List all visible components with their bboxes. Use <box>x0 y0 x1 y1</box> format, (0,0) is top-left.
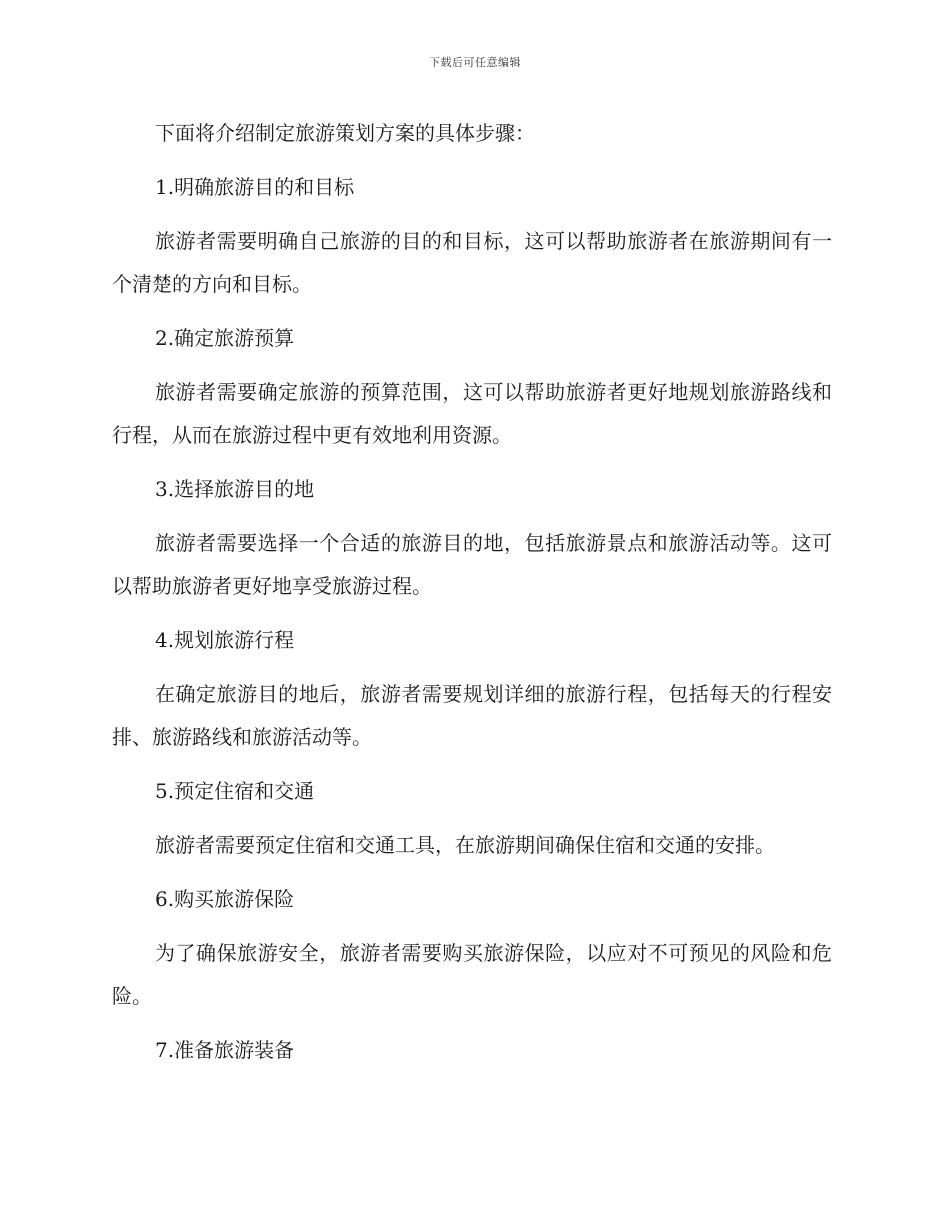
step-heading-4: 4.规划旅游行程 <box>155 628 295 652</box>
step-body-4: 在确定旅游目的地后，旅游者需要规划详细的旅游行程，包括每天的行程安排、旅游路线和旅游活动等。 <box>112 682 832 749</box>
step-body-5: 旅游者需要预定住宿和交通工具，在旅游期间确保住宿和交通的安排。 <box>155 833 775 857</box>
step-body-2: 旅游者需要确定旅游的预算范围，这可以帮助旅游者更好地规划旅游路线和行程，从而在旅游过程中更有效地利用资源。 <box>112 380 832 447</box>
step-heading-6: 6.购买旅游保险 <box>155 887 295 911</box>
step-body-6: 为了确保旅游安全，旅游者需要购买旅游保险，以应对不可预见的风险和危险。 <box>112 941 832 1008</box>
step-heading-7: 7.准备旅游装备 <box>155 1038 295 1062</box>
step-heading-1: 1.明确旅游目的和目标 <box>155 175 355 199</box>
step-body-3: 旅游者需要选择一个合适的旅游目的地，包括旅游景点和旅游活动等。这可以帮助旅游者更好地享受旅游过程。 <box>112 531 832 598</box>
step-body-1: 旅游者需要明确自己旅游的目的和目标，这可以帮助旅游者在旅游期间有一个清楚的方向和目标。 <box>112 229 832 296</box>
step-heading-2: 2.确定旅游预算 <box>155 326 295 350</box>
step-heading-3: 3.选择旅游目的地 <box>155 477 315 501</box>
document-body <box>112 112 832 1083</box>
intro-paragraph: 下面将介绍制定旅游策划方案的具体步骤： <box>155 121 535 145</box>
page-header: 下载后可任意编辑 <box>429 56 521 69</box>
step-heading-5: 5.预定住宿和交通 <box>155 779 315 803</box>
